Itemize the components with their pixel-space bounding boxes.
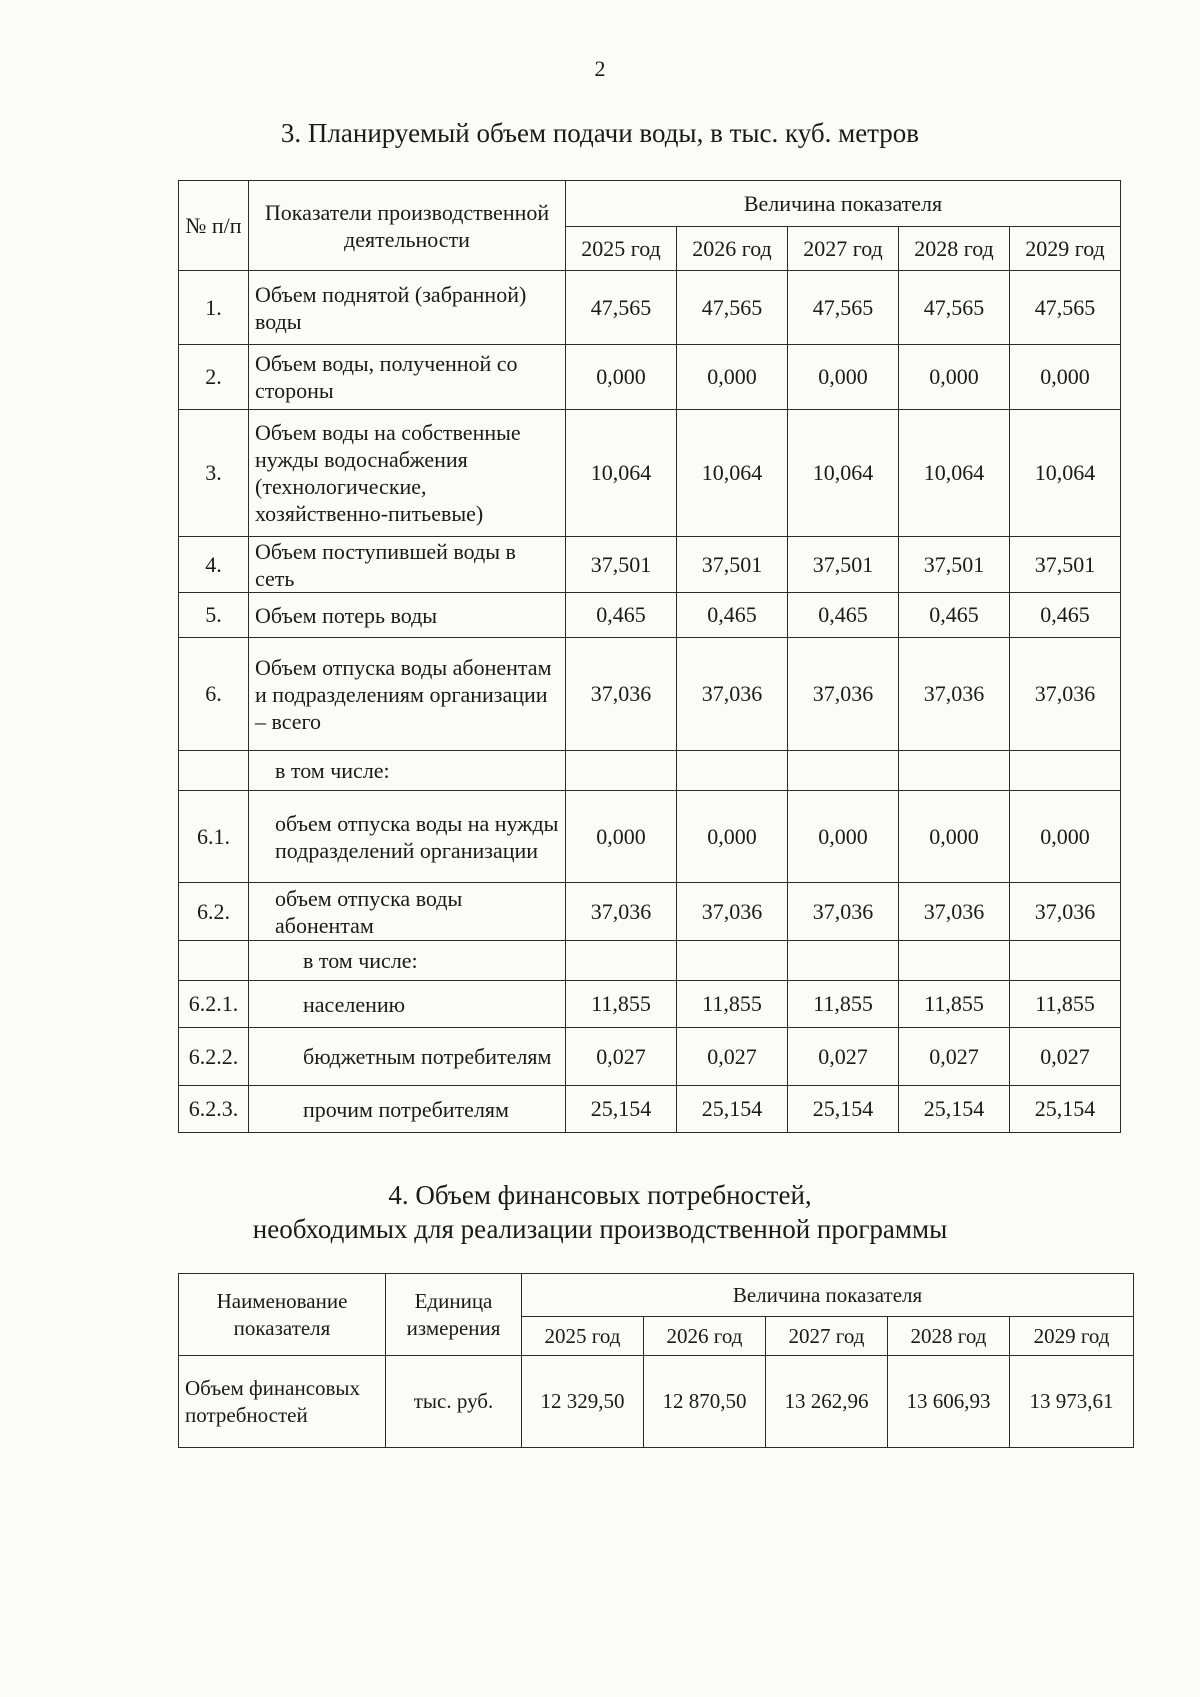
row-value bbox=[1010, 941, 1121, 981]
row-value: 0,000 bbox=[566, 791, 677, 883]
row-value: 0,465 bbox=[788, 593, 899, 638]
row-value: 25,154 bbox=[677, 1086, 788, 1133]
row-value: 0,000 bbox=[1010, 791, 1121, 883]
row-value bbox=[899, 751, 1010, 791]
row-value: 0,000 bbox=[899, 345, 1010, 410]
row-number: 5. bbox=[179, 593, 249, 638]
header-indicator: Показатели производственной деятельности bbox=[249, 181, 566, 271]
row-value: 37,036 bbox=[788, 883, 899, 941]
row-value: 0,465 bbox=[899, 593, 1010, 638]
row-value: 11,855 bbox=[788, 981, 899, 1028]
row-value bbox=[677, 751, 788, 791]
row-value: 25,154 bbox=[1010, 1086, 1121, 1133]
financial-value: 12 870,50 bbox=[644, 1356, 766, 1448]
row-value: 0,000 bbox=[788, 345, 899, 410]
row-label: в том числе: bbox=[249, 751, 566, 791]
row-value: 37,036 bbox=[677, 638, 788, 751]
row-value: 10,064 bbox=[899, 410, 1010, 537]
header-year: 2028 год bbox=[888, 1317, 1010, 1356]
row-value: 37,036 bbox=[899, 883, 1010, 941]
row-value: 0,027 bbox=[566, 1028, 677, 1086]
row-label: объем отпуска воды абонентам bbox=[249, 883, 566, 941]
row-value: 0,465 bbox=[677, 593, 788, 638]
header-year: 2027 год bbox=[788, 227, 899, 271]
table-row bbox=[179, 1086, 1121, 1133]
row-label: прочим потребителям bbox=[249, 1086, 566, 1133]
header-year: 2025 год bbox=[522, 1317, 644, 1356]
table-row bbox=[179, 410, 1121, 537]
row-label: Объем воды, полученной со стороны bbox=[249, 345, 566, 410]
row-value: 37,501 bbox=[1010, 537, 1121, 593]
table-row bbox=[179, 537, 1121, 593]
row-value: 11,855 bbox=[677, 981, 788, 1028]
row-number: 6.2.3. bbox=[179, 1086, 249, 1133]
row-value: 10,064 bbox=[566, 410, 677, 537]
row-value: 0,000 bbox=[788, 791, 899, 883]
table-row bbox=[179, 1028, 1121, 1086]
row-value: 37,501 bbox=[788, 537, 899, 593]
row-number: 6.2.1. bbox=[179, 981, 249, 1028]
row-number: 6.1. bbox=[179, 791, 249, 883]
header-year: 2026 год bbox=[677, 227, 788, 271]
row-value: 0,465 bbox=[566, 593, 677, 638]
row-label: в том числе: bbox=[249, 941, 566, 981]
row-value: 0,000 bbox=[677, 345, 788, 410]
table-row bbox=[179, 883, 1121, 941]
row-value: 47,565 bbox=[788, 271, 899, 345]
financial-value: 13 262,96 bbox=[766, 1356, 888, 1448]
row-value: 0,000 bbox=[677, 791, 788, 883]
row-value: 47,565 bbox=[1010, 271, 1121, 345]
row-number bbox=[179, 751, 249, 791]
header-year: 2025 год bbox=[566, 227, 677, 271]
row-value: 0,027 bbox=[899, 1028, 1010, 1086]
financial-row-unit: тыс. руб. bbox=[386, 1356, 522, 1448]
water-supply-table bbox=[178, 180, 1121, 1133]
row-value: 37,501 bbox=[566, 537, 677, 593]
table-row bbox=[179, 593, 1121, 638]
row-value bbox=[677, 941, 788, 981]
row-value bbox=[566, 751, 677, 791]
table-row bbox=[179, 941, 1121, 981]
table-row bbox=[179, 638, 1121, 751]
row-value: 37,036 bbox=[1010, 883, 1121, 941]
financial-needs-table bbox=[178, 1273, 1134, 1448]
row-value: 37,036 bbox=[566, 638, 677, 751]
row-number bbox=[179, 941, 249, 981]
row-label: Объем воды на собственные нужды водоснабжения (технологические, хозяйственно-питьевые) bbox=[249, 410, 566, 537]
row-label: бюджетным потребителям bbox=[249, 1028, 566, 1086]
row-value: 10,064 bbox=[677, 410, 788, 537]
row-value: 0,000 bbox=[1010, 345, 1121, 410]
row-value: 10,064 bbox=[1010, 410, 1121, 537]
table-row bbox=[179, 791, 1121, 883]
row-value: 0,027 bbox=[1010, 1028, 1121, 1086]
row-value: 47,565 bbox=[566, 271, 677, 345]
row-value: 47,565 bbox=[677, 271, 788, 345]
row-value: 0,000 bbox=[899, 791, 1010, 883]
row-number: 3. bbox=[179, 410, 249, 537]
financial-value: 13 606,93 bbox=[888, 1356, 1010, 1448]
row-value: 11,855 bbox=[1010, 981, 1121, 1028]
row-label: населению bbox=[249, 981, 566, 1028]
row-number: 1. bbox=[179, 271, 249, 345]
row-label: объем отпуска воды на нужды подразделений организации bbox=[249, 791, 566, 883]
header-year: 2029 год bbox=[1010, 1317, 1134, 1356]
row-number: 6.2.2. bbox=[179, 1028, 249, 1086]
row-value: 11,855 bbox=[566, 981, 677, 1028]
row-value: 37,036 bbox=[677, 883, 788, 941]
section-4-title-line1: 4. Объем финансовых потребностей, bbox=[388, 1180, 812, 1210]
row-value: 25,154 bbox=[899, 1086, 1010, 1133]
header-year: 2026 год bbox=[644, 1317, 766, 1356]
row-number: 2. bbox=[179, 345, 249, 410]
section-4-title-line2: необходимых для реализации производственной программы bbox=[252, 1214, 948, 1244]
section-3-title: 3. Планируемый объем подачи воды, в тыс. куб. метров bbox=[280, 118, 920, 148]
row-value: 37,036 bbox=[899, 638, 1010, 751]
header-year: 2027 год bbox=[766, 1317, 888, 1356]
row-value: 11,855 bbox=[899, 981, 1010, 1028]
table-row bbox=[179, 751, 1121, 791]
table-row bbox=[179, 345, 1121, 410]
header-num: № п/п bbox=[179, 181, 249, 271]
row-value bbox=[788, 751, 899, 791]
row-number: 6. bbox=[179, 638, 249, 751]
page-number: 2 bbox=[594, 56, 606, 81]
row-value bbox=[566, 941, 677, 981]
row-value: 0,027 bbox=[788, 1028, 899, 1086]
row-value: 25,154 bbox=[566, 1086, 677, 1133]
row-value: 47,565 bbox=[899, 271, 1010, 345]
financial-value: 12 329,50 bbox=[522, 1356, 644, 1448]
row-value: 37,501 bbox=[677, 537, 788, 593]
row-number: 4. bbox=[179, 537, 249, 593]
row-value: 0,465 bbox=[1010, 593, 1121, 638]
row-label: Объем отпуска воды абонентам и подразделениям организации – всего bbox=[249, 638, 566, 751]
row-value: 37,036 bbox=[566, 883, 677, 941]
row-value: 0,027 bbox=[677, 1028, 788, 1086]
table-row bbox=[179, 981, 1121, 1028]
row-value: 37,036 bbox=[1010, 638, 1121, 751]
financial-value: 13 973,61 bbox=[1010, 1356, 1134, 1448]
row-label: Объем поступившей воды в сеть bbox=[249, 537, 566, 593]
row-value: 10,064 bbox=[788, 410, 899, 537]
header-year: 2028 год bbox=[899, 227, 1010, 271]
table-row bbox=[179, 271, 1121, 345]
header-unit: Единица измерения bbox=[386, 1274, 522, 1356]
header-value: Величина показателя bbox=[566, 181, 1121, 227]
header-value: Величина показателя bbox=[522, 1274, 1134, 1317]
header-name: Наименование показателя bbox=[179, 1274, 386, 1356]
row-value: 37,036 bbox=[788, 638, 899, 751]
row-number: 6.2. bbox=[179, 883, 249, 941]
row-value: 37,501 bbox=[899, 537, 1010, 593]
row-label: Объем потерь воды bbox=[249, 593, 566, 638]
row-label: Объем поднятой (забранной) воды bbox=[249, 271, 566, 345]
row-value: 25,154 bbox=[788, 1086, 899, 1133]
financial-row-label: Объем финансовых потребностей bbox=[179, 1356, 386, 1448]
row-value: 0,000 bbox=[566, 345, 677, 410]
header-year: 2029 год bbox=[1010, 227, 1121, 271]
row-value bbox=[899, 941, 1010, 981]
row-value bbox=[1010, 751, 1121, 791]
section-4-title bbox=[0, 1178, 1200, 1246]
row-value bbox=[788, 941, 899, 981]
